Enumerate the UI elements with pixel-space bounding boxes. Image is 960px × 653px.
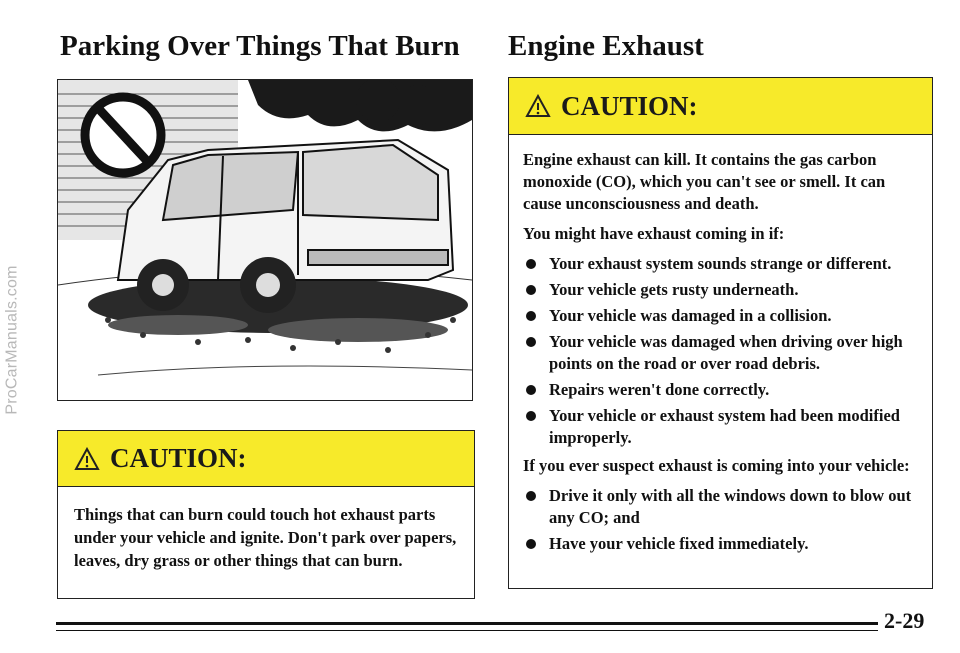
list-item	[523, 405, 918, 449]
page-number: 2-29	[884, 608, 925, 633]
caution-title: CAUTION:	[110, 443, 247, 473]
caution-header	[509, 78, 932, 135]
warning-triangle-icon	[525, 94, 551, 118]
exhaust-signs-list	[523, 253, 918, 449]
caution-body	[509, 135, 932, 555]
list-item-text: Drive it only with all the windows down to blow out any CO; and	[549, 486, 912, 527]
caution-header	[58, 431, 474, 487]
bullet-icon	[526, 311, 536, 321]
list-item-text: Your vehicle was damaged when driving over high points on the road or over road debris.	[549, 332, 903, 373]
watermark-text: ProCarManuals.com	[4, 265, 22, 415]
footer-rule-thin	[56, 630, 878, 631]
bullet-icon	[526, 337, 536, 347]
list-item-text: Your exhaust system sounds strange or different.	[549, 254, 892, 273]
list-item	[523, 331, 918, 375]
list-item-text: Your vehicle or exhaust system had been modified improperly.	[549, 406, 900, 447]
list-item	[523, 533, 918, 555]
bullet-icon	[526, 385, 536, 395]
actions-list	[523, 485, 918, 555]
list-item	[523, 305, 918, 327]
caution-lead-actions: If you ever suspect exhaust is coming into your vehicle:	[523, 456, 910, 475]
illustration-svg	[58, 80, 472, 400]
bullet-icon	[526, 539, 536, 549]
bullet-icon	[526, 285, 536, 295]
list-item	[523, 279, 918, 301]
suv-vehicle	[118, 140, 453, 280]
list-item-text: Repairs weren't done correctly.	[549, 380, 770, 399]
caution-title: CAUTION:	[561, 90, 698, 121]
section-heading-parking: Parking Over Things That Burn	[60, 30, 460, 62]
bullet-icon	[526, 411, 536, 421]
warning-triangle-icon	[74, 447, 100, 471]
bullet-icon	[526, 259, 536, 269]
watermark	[4, 130, 22, 550]
list-item	[523, 485, 918, 529]
list-item	[523, 253, 918, 275]
tree-foliage	[248, 80, 472, 131]
caution-box-parking	[57, 430, 475, 599]
list-item-text: Your vehicle was damaged in a collision.	[549, 306, 832, 325]
list-item	[523, 379, 918, 401]
prohibition-icon	[85, 97, 161, 173]
vehicle-over-leaves-illustration	[57, 79, 473, 401]
bullet-icon	[526, 491, 536, 501]
footer-rule	[56, 622, 878, 625]
caution-box-engine-exhaust	[508, 77, 933, 589]
caution-lead-exhaust-signs: You might have exhaust coming in if:	[523, 224, 785, 243]
caution-text: Things that can burn could touch hot exhaust parts under your vehicle and ignite. Don't park over papers, leaves, dry grass or other things that can burn.	[74, 505, 457, 570]
list-item-text: Your vehicle gets rusty underneath.	[549, 280, 799, 299]
section-heading-engine-exhaust: Engine Exhaust	[508, 30, 704, 62]
list-item-text: Have your vehicle fixed immediately.	[549, 534, 809, 553]
caution-intro: Engine exhaust can kill. It contains the gas carbon monoxide (CO), which you can't see or smell. It can cause unconsciousness and death.	[523, 150, 886, 213]
